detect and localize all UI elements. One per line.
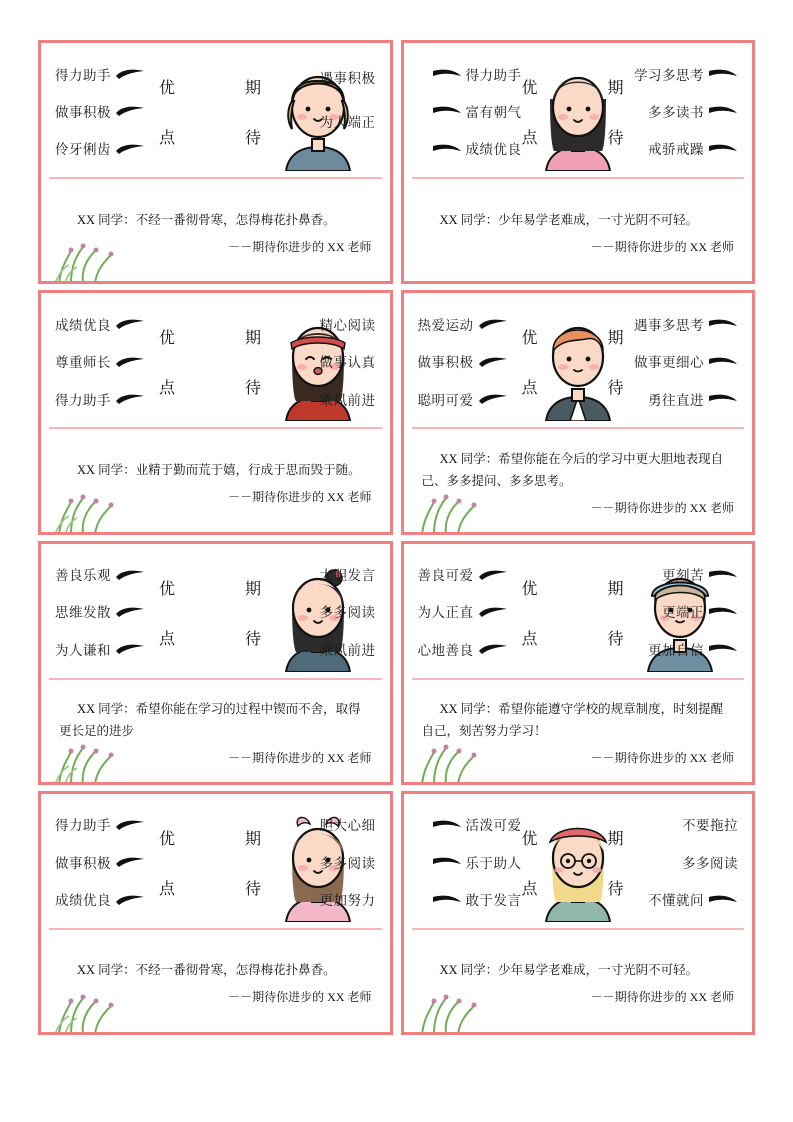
teacher-message: XX 同学：少年易学老难成，一寸光阴不可轻。 — [439, 212, 699, 227]
mark-youdian-2: 点 — [159, 880, 176, 898]
card-header — [404, 43, 753, 177]
teacher-message: XX 同学：业精于勤而荒于嬉，行成于思而毁于随。 — [77, 462, 361, 477]
brush-stroke-icon — [708, 104, 738, 117]
trait-item — [648, 138, 738, 158]
avatar-girl-glasses-beret — [532, 802, 624, 922]
trait-list-left — [404, 794, 522, 928]
mark-youdian-2: 点 — [521, 380, 538, 398]
trait-list-left — [404, 43, 522, 177]
trait-label: 更加努力 — [319, 893, 376, 909]
trait-item — [418, 601, 522, 621]
trait-item — [55, 101, 159, 121]
category-marks — [145, 43, 271, 177]
card-header — [404, 544, 753, 678]
card-message-area — [404, 680, 753, 782]
trait-item — [648, 101, 738, 121]
teacher-signature: －－期待你进步的 XX 老师 — [590, 500, 734, 515]
trait-list-right — [634, 43, 752, 177]
teacher-message: XX 同学：希望你能遵守学校的规章制度，时刻提醒自己，刻苦努力学习！ — [421, 702, 724, 739]
brush-stroke-icon — [115, 893, 145, 906]
trait-item — [662, 601, 738, 621]
mark-youdian-1: 优 — [521, 580, 538, 598]
trait-item — [55, 601, 159, 621]
card-header — [404, 794, 753, 928]
trait-label: 戒骄戒躁 — [648, 142, 704, 158]
trait-label: 大胆发言 — [319, 568, 376, 584]
trait-item — [55, 639, 159, 659]
trait-label: 善良乐观 — [55, 568, 111, 584]
brush-stroke-icon — [115, 142, 145, 155]
trait-item — [320, 601, 376, 621]
brush-stroke-icon — [115, 67, 145, 80]
trait-item — [320, 111, 376, 131]
mark-qidai-1: 期 — [607, 580, 624, 598]
brush-stroke-icon — [432, 142, 462, 155]
trait-label: 更加自信 — [648, 642, 704, 658]
trait-list-right — [272, 43, 390, 177]
trait-item — [418, 564, 522, 584]
mark-qidai-1: 期 — [245, 80, 262, 97]
mark-youdian-2: 点 — [521, 880, 538, 898]
trait-label: 心地善良 — [417, 642, 474, 658]
trait-item — [648, 389, 738, 409]
mark-qidai-1: 期 — [607, 830, 624, 848]
trait-label: 做事积极 — [417, 355, 474, 371]
mark-youdian-2: 点 — [521, 630, 538, 648]
brush-stroke-icon — [708, 605, 738, 618]
category-marks — [145, 293, 271, 427]
trait-label: 不要拖拉 — [682, 818, 738, 834]
trait-label: 得力助手 — [465, 67, 522, 83]
brush-stroke-icon — [432, 855, 462, 868]
mark-qidai-2: 待 — [245, 880, 262, 898]
trait-item — [55, 814, 159, 834]
mark-qidai-2: 待 — [245, 630, 262, 648]
trait-item — [55, 64, 159, 84]
teacher-signature: －－期待你进步的 XX 老师 — [590, 751, 734, 765]
trait-item — [320, 351, 376, 371]
trait-label: 为人端正 — [319, 115, 376, 130]
teacher-signature: －－期待你进步的 XX 老师 — [228, 751, 372, 765]
trait-label: 多多阅读 — [319, 855, 376, 871]
teacher-message: XX 同学：希望你能在学习的过程中锲而不舍，取得更长足的进步 — [59, 702, 361, 739]
brush-stroke-icon — [708, 142, 738, 155]
mark-qidai-1: 期 — [607, 330, 624, 348]
brush-stroke-icon — [115, 818, 145, 831]
trait-label: 精心阅读 — [319, 317, 376, 333]
trait-list-left — [41, 544, 159, 678]
trait-label: 不懂就问 — [648, 893, 704, 909]
trait-item — [55, 852, 159, 872]
trait-label: 活泼可爱 — [465, 818, 522, 834]
card-header — [41, 293, 390, 427]
comment-card[interactable] — [38, 791, 393, 1035]
category-marks — [508, 544, 634, 678]
trait-label: 乘风前进 — [319, 642, 376, 658]
card-message-area — [41, 179, 390, 281]
mark-youdian-1: 优 — [159, 580, 176, 598]
brush-stroke-icon — [115, 104, 145, 117]
trait-list-right — [272, 293, 390, 427]
trait-label: 成绩优良 — [465, 142, 522, 158]
trait-label: 尊重师长 — [55, 355, 111, 371]
brush-stroke-icon — [708, 392, 738, 405]
trait-item — [418, 101, 522, 121]
trait-item — [634, 351, 738, 371]
trait-item — [418, 351, 522, 371]
trait-item — [55, 314, 159, 334]
trait-label: 乐于助人 — [465, 855, 522, 871]
trait-label: 思维发散 — [55, 605, 111, 621]
card-message-area — [41, 429, 390, 531]
card-message-area — [404, 429, 753, 531]
mark-qidai-1: 期 — [245, 580, 262, 598]
trait-item — [320, 814, 376, 834]
comment-card[interactable] — [401, 541, 756, 785]
trait-label: 胆大心细 — [319, 818, 376, 834]
trait-item — [418, 314, 522, 334]
trait-item — [320, 389, 376, 409]
teacher-message: XX 同学：不经一番彻骨寒，怎得梅花扑鼻香。 — [77, 212, 336, 227]
brush-stroke-icon — [432, 818, 462, 831]
trait-item — [320, 639, 376, 659]
teacher-signature: －－期待你进步的 XX 老师 — [590, 239, 734, 254]
brush-stroke-icon — [708, 317, 738, 330]
trait-item — [55, 351, 159, 371]
comment-card[interactable] — [38, 40, 393, 284]
trait-item — [648, 639, 738, 659]
category-marks — [145, 544, 271, 678]
trait-label: 多多阅读 — [319, 605, 376, 621]
card-message-area — [404, 179, 753, 281]
mark-qidai-1: 期 — [607, 80, 624, 97]
trait-item — [418, 639, 522, 659]
trait-label: 热爱运动 — [417, 317, 474, 333]
brush-stroke-icon — [115, 642, 145, 655]
trait-label: 多多阅读 — [682, 855, 738, 871]
mark-youdian-1: 优 — [159, 830, 176, 848]
trait-label: 得力助手 — [55, 67, 111, 83]
brush-stroke-icon — [478, 642, 508, 655]
mark-youdian-1: 优 — [521, 80, 538, 97]
brush-stroke-icon — [478, 317, 508, 330]
comment-card[interactable] — [401, 791, 756, 1035]
mark-youdian-1: 优 — [159, 330, 176, 348]
teacher-message: XX 同学：少年易学老难成，一寸光阴不可轻。 — [439, 963, 699, 978]
trait-item — [418, 64, 522, 84]
card-message-area — [404, 930, 753, 1032]
trait-item — [634, 314, 738, 334]
card-header — [41, 794, 390, 928]
card-header — [41, 544, 390, 678]
trait-item — [55, 389, 159, 409]
trait-label: 做事更细心 — [634, 355, 704, 371]
trait-label: 更刻苦 — [662, 568, 704, 584]
brush-stroke-icon — [478, 355, 508, 368]
brush-stroke-icon — [708, 568, 738, 581]
mark-qidai-2: 待 — [607, 880, 624, 898]
trait-item — [320, 314, 376, 334]
mark-qidai-2: 待 — [607, 630, 624, 648]
trait-label: 得力助手 — [55, 818, 111, 834]
brush-stroke-icon — [432, 67, 462, 80]
trait-label: 善良可爱 — [417, 568, 474, 584]
brush-stroke-icon — [432, 104, 462, 117]
trait-item — [418, 852, 522, 872]
mark-qidai-2: 待 — [245, 130, 262, 147]
mark-qidai-2: 待 — [607, 380, 624, 398]
card-grid — [38, 40, 755, 1035]
comment-card[interactable] — [401, 40, 756, 284]
brush-stroke-icon — [478, 392, 508, 405]
trait-label: 伶牙俐齿 — [55, 142, 111, 158]
brush-stroke-icon — [708, 893, 738, 906]
trait-label: 勇往直进 — [648, 392, 704, 408]
trait-item — [320, 852, 376, 872]
trait-label: 遇事积极 — [319, 71, 376, 86]
trait-list-left — [41, 293, 159, 427]
mark-youdian-1: 优 — [159, 80, 176, 97]
trait-item — [418, 389, 522, 409]
mark-youdian-2: 点 — [159, 130, 176, 147]
teacher-signature: －－期待你进步的 XX 老师 — [228, 990, 372, 1005]
trait-list-right — [634, 293, 752, 427]
mark-youdian-2: 点 — [521, 130, 538, 147]
avatar-girl-long-black-hair — [532, 51, 624, 171]
brush-stroke-icon — [708, 67, 738, 80]
trait-label: 做事积极 — [55, 855, 111, 871]
teacher-signature: －－期待你进步的 XX 老师 — [590, 990, 734, 1005]
trait-item — [662, 564, 738, 584]
trait-list-left — [41, 43, 159, 177]
trait-label: 遇事多思考 — [634, 317, 704, 333]
brush-stroke-icon — [708, 642, 738, 655]
mark-qidai-2: 待 — [607, 130, 624, 147]
mark-youdian-2: 点 — [159, 380, 176, 398]
card-message-area — [41, 680, 390, 782]
trait-label: 富有朝气 — [465, 104, 522, 120]
trait-label: 乘风前进 — [319, 392, 376, 408]
trait-list-left — [404, 544, 522, 678]
teacher-signature: －－期待你进步的 XX 老师 — [228, 239, 372, 254]
trait-item — [320, 564, 376, 584]
trait-list-right — [634, 794, 752, 928]
teacher-signature: －－期待你进步的 XX 老师 — [228, 489, 372, 504]
trait-label: 多多读书 — [648, 104, 704, 120]
brush-stroke-icon — [115, 568, 145, 581]
trait-item — [320, 67, 376, 87]
trait-label: 成绩优良 — [55, 317, 111, 333]
comment-card[interactable] — [401, 290, 756, 534]
trait-item — [320, 889, 376, 909]
trait-list-left — [41, 794, 159, 928]
brush-stroke-icon — [115, 392, 145, 405]
trait-label: 为人正直 — [417, 605, 474, 621]
mark-qidai-1: 期 — [245, 830, 262, 848]
trait-list-right — [634, 544, 752, 678]
trait-label: 做事积极 — [55, 104, 111, 120]
trait-label: 聪明可爱 — [417, 392, 474, 408]
trait-list-left — [404, 293, 522, 427]
trait-item — [55, 889, 159, 909]
trait-label: 做事认真 — [319, 355, 376, 371]
comment-card[interactable] — [38, 290, 393, 534]
mark-youdian-1: 优 — [521, 330, 538, 348]
trait-label: 敢于发言 — [465, 893, 522, 909]
brush-stroke-icon — [115, 317, 145, 330]
brush-stroke-icon — [115, 605, 145, 618]
brush-stroke-icon — [708, 355, 738, 368]
trait-list-right — [272, 794, 390, 928]
card-header — [41, 43, 390, 177]
category-marks — [145, 794, 271, 928]
trait-label: 更端正 — [662, 605, 704, 621]
mark-youdian-1: 优 — [521, 830, 538, 848]
mark-qidai-1: 期 — [245, 330, 262, 348]
teacher-message: XX 同学：希望你能在今后的学习中更大胆地表现自己、多多提问、多多思考。 — [421, 452, 724, 488]
trait-label: 成绩优良 — [55, 893, 111, 909]
brush-stroke-icon — [432, 893, 462, 906]
trait-list-right — [272, 544, 390, 678]
trait-item — [55, 138, 159, 158]
brush-stroke-icon — [478, 568, 508, 581]
trait-item — [682, 814, 738, 834]
trait-item — [682, 852, 738, 872]
trait-label: 得力助手 — [55, 392, 111, 408]
brush-stroke-icon — [478, 605, 508, 618]
trait-label: 为人谦和 — [55, 642, 111, 658]
mark-youdian-2: 点 — [159, 630, 176, 648]
trait-item — [418, 138, 522, 158]
card-header — [404, 293, 753, 427]
trait-item — [634, 64, 738, 84]
trait-item — [418, 889, 522, 909]
avatar-boy-orange-hair — [532, 301, 624, 421]
trait-item — [55, 564, 159, 584]
brush-stroke-icon — [115, 855, 145, 868]
trait-item — [648, 889, 738, 909]
brush-stroke-icon — [115, 355, 145, 368]
trait-label: 学习多思考 — [634, 67, 704, 83]
trait-item — [418, 814, 522, 834]
mark-qidai-2: 待 — [245, 380, 262, 398]
card-message-area — [41, 930, 390, 1032]
teacher-message: XX 同学：不经一番彻骨寒，怎得梅花扑鼻香。 — [77, 963, 336, 978]
comment-card[interactable] — [38, 541, 393, 785]
